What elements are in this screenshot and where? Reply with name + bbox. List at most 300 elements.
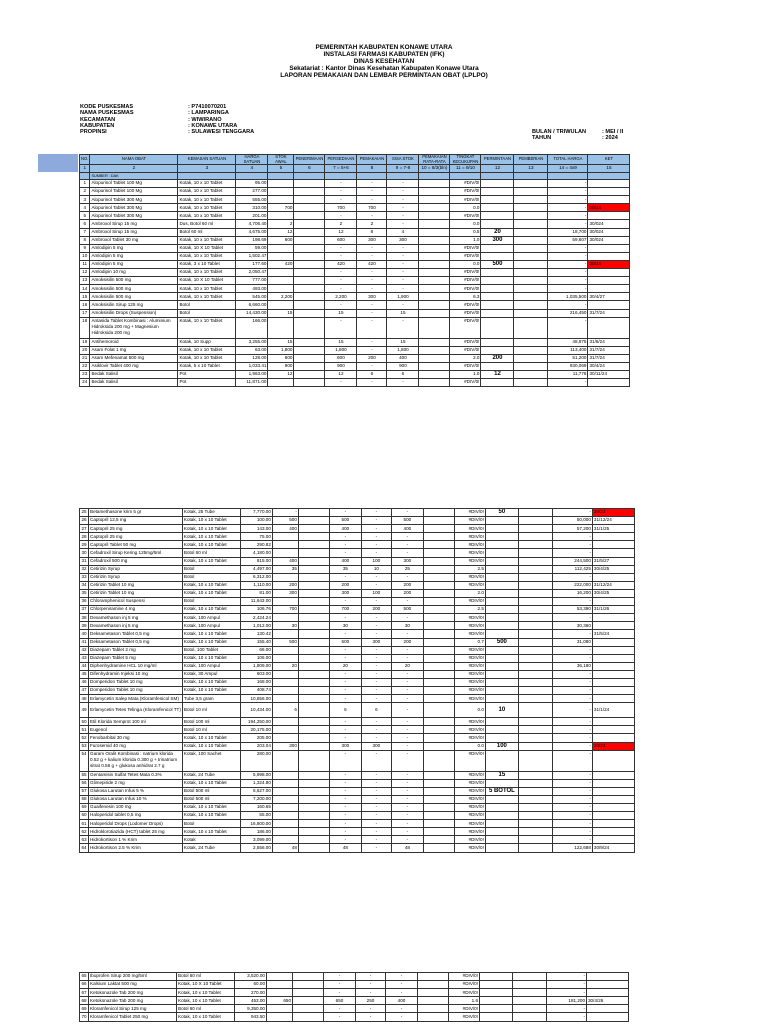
cell-note: 30/24 (588, 260, 630, 268)
cell-total-price: - (548, 301, 588, 309)
section-cell (419, 172, 450, 179)
table-row (80, 646, 635, 654)
cell-received (298, 795, 329, 803)
col-header: PENERIMAAN (294, 155, 325, 165)
cell-supply: - (329, 654, 361, 662)
cell-given (518, 517, 552, 525)
cell-received (298, 614, 329, 622)
cell-sufficiency: 0.0 (450, 220, 481, 228)
cell-request (485, 646, 518, 654)
cell-total-price: - (548, 212, 588, 220)
cell-remaining-stock: - (387, 269, 419, 277)
cell-drug-name: Amoksisilin Drops (Suspension) (90, 309, 178, 317)
cell-drug-name: Amlodipin 5 mg (90, 252, 178, 260)
cell-sufficiency: #DIV/0! (454, 517, 485, 525)
cell-total-price: - (552, 687, 592, 695)
cell-given (518, 718, 552, 726)
cell-supply: - (329, 670, 361, 678)
cell-given (514, 346, 548, 354)
cell-avg-usage (419, 346, 450, 354)
cell-note: 30/4/26 (587, 997, 629, 1005)
report-header (0, 44, 768, 79)
cell-request (485, 573, 518, 581)
cell-unit-price: 7,770.00 (240, 509, 272, 517)
cell-initial-stock: 200 (272, 581, 298, 589)
cell-avg-usage (423, 557, 454, 565)
table-row (80, 687, 635, 695)
cell-supply: 700 (329, 606, 361, 614)
meta-value: : LAMPARINGA (188, 110, 229, 117)
cell-request: 5 BOTOL (485, 787, 518, 795)
cell-given (518, 795, 552, 803)
table-body (80, 973, 629, 1022)
cell-request (485, 557, 518, 565)
cell-no: 44 (80, 662, 89, 670)
cell-usage: - (361, 779, 391, 787)
cell-total-price: - (552, 836, 592, 844)
cell-received (294, 317, 325, 338)
cell-package: Kotak, 10 x 10 Tablet (182, 812, 240, 820)
cell-remaining-stock: 200 (391, 589, 423, 597)
cell-initial-stock (272, 820, 298, 828)
cell-received (293, 997, 324, 1005)
cell-remaining-stock: - (387, 277, 419, 285)
cell-received (298, 670, 329, 678)
cell-supply: - (329, 812, 361, 820)
table-row (80, 379, 630, 387)
cell-supply: 2 (325, 220, 357, 228)
cell-usage: 700 (357, 204, 387, 212)
cell-initial-stock (272, 654, 298, 662)
cell-supply: - (329, 509, 361, 517)
section-cell (481, 172, 514, 179)
col-number: 14 = 4x9 (548, 165, 588, 172)
cell-request (485, 718, 518, 726)
cell-package: Kotak, 10 x 10 Tablet (182, 779, 240, 787)
cell-request (481, 317, 514, 338)
cell-total-price: - (552, 812, 592, 820)
cell-unit-price: 4,675.00 (236, 228, 268, 236)
cell-note (587, 989, 629, 997)
cell-remaining-stock: - (391, 533, 423, 541)
cell-sufficiency: #DIV/0! (454, 795, 485, 803)
cell-initial-stock (272, 750, 298, 771)
cell-package: Pot (178, 370, 236, 378)
cell-request: 12 (481, 370, 514, 378)
cell-usage: 300 (357, 236, 387, 244)
table-row (80, 228, 630, 236)
cell-note: 30/4/25 (592, 589, 634, 597)
table-body (80, 750, 635, 771)
cell-usage: - (357, 338, 387, 346)
cell-remaining-stock: - (391, 573, 423, 581)
cell-package: Kotak, 10 x 10 Tablet (182, 557, 240, 565)
cell-unit-price: 128.00 (236, 354, 268, 362)
cell-package: Botol 100 ml (182, 718, 240, 726)
cell-no: 65 (80, 973, 89, 981)
cell-request: 10 (485, 703, 518, 718)
cell-package: Kotak, 10 x 10 Tablet (177, 989, 235, 997)
cell-initial-stock: 30 (272, 622, 298, 630)
cell-unit-price: 201.00 (236, 212, 268, 220)
cell-given (518, 734, 552, 742)
cell-drug-name: Cetirizin Tablet 10 mg (89, 589, 183, 597)
cell-note: 31/8/24 (588, 338, 630, 346)
cell-request (485, 670, 518, 678)
cell-drug-name: Erlamycetin Tetes Telinga (Kloramfenicol TT) (89, 703, 183, 718)
cell-note: 31/12/24 (592, 581, 634, 589)
cell-drug-name: Amoksisilin 500 mg (90, 285, 178, 293)
cell-given (518, 541, 552, 549)
cell-usage: - (357, 252, 387, 260)
cell-unit-price: 186.00 (240, 828, 272, 836)
cell-supply: - (329, 750, 361, 771)
cell-initial-stock (272, 812, 298, 820)
cell-remaining-stock: 300 (387, 236, 419, 244)
cell-package: Kotak, 10 x 10 Tablet (178, 252, 236, 260)
table-row (80, 742, 635, 750)
cell-remaining-stock: - (391, 734, 423, 742)
cell-usage: - (361, 622, 391, 630)
cell-supply: 300 (329, 742, 361, 750)
cell-usage: 100 (361, 557, 391, 565)
cell-remaining-stock: - (387, 212, 419, 220)
cell-initial-stock: 6 (272, 703, 298, 718)
cell-sufficiency: 0.5 (450, 228, 481, 236)
cell-package: Kotak, 10 x 10 Tablet (178, 346, 236, 354)
cell-drug-name: Difenhydramin Injeksi 10 mg (89, 670, 183, 678)
cell-package: Kotak, 10 x 10 Tablet (182, 517, 240, 525)
cell-drug-name: Amlodipin 10 mg (90, 269, 178, 277)
cell-unit-price: 66.00 (240, 646, 272, 654)
cell-sufficiency: #DIV/0! (454, 750, 485, 771)
cell-supply: - (329, 779, 361, 787)
cell-sufficiency: 6.3 (450, 293, 481, 301)
cell-unit-price: 205.00 (240, 734, 272, 742)
cell-initial-stock (272, 678, 298, 686)
cell-received (298, 836, 329, 844)
cell-drug-name: Garam Oralit Kombinasi : natrium klorida 0.52 g + kalium klorida 0.300 g + trinatrium sitrat 0.58 g + glukosa anhidrat 2.7 g (89, 750, 183, 771)
cell-note (587, 1013, 629, 1021)
cell-request (485, 525, 518, 533)
cell-total-price: - (552, 541, 592, 549)
meta-key: KABUPATEN (80, 122, 115, 129)
cell-total-price: - (547, 973, 587, 981)
cell-unit-price: 270.00 (235, 989, 267, 997)
cell-avg-usage (423, 695, 454, 703)
cell-sufficiency: #DIV/0! (450, 346, 481, 354)
cell-given (518, 638, 552, 646)
table-row (80, 989, 629, 997)
cell-initial-stock: 500 (272, 517, 298, 525)
cell-drug-name: Asiklovir Tablet 400 mg (90, 362, 178, 370)
table-row (80, 828, 635, 836)
cell-unit-price: 545.00 (236, 293, 268, 301)
cell-no: 48 (80, 695, 89, 703)
cell-request (485, 844, 518, 852)
cell-supply: - (329, 820, 361, 828)
cell-received (298, 812, 329, 820)
cell-received (298, 630, 329, 638)
table-body (80, 771, 635, 852)
cell-received (298, 828, 329, 836)
cell-remaining-stock: - (386, 989, 418, 997)
cell-supply: 2,200 (325, 293, 357, 301)
cell-drug-name: Antasida Tablet Kombinasi : Aluminium Hidroksida 200 mg + Magnesium Hidroksida 200 mg (90, 317, 178, 338)
cell-remaining-stock: 200 (391, 638, 423, 646)
cell-no: 1 (80, 180, 90, 188)
cell-no: 25 (80, 509, 89, 517)
cell-received (298, 525, 329, 533)
cell-usage: 200 (361, 606, 391, 614)
cell-avg-usage (423, 581, 454, 589)
cell-received (298, 565, 329, 573)
cell-usage: - (361, 828, 391, 836)
table-row (80, 277, 630, 285)
cell-usage: - (361, 795, 391, 803)
cell-unit-price: 2,424.24 (240, 614, 272, 622)
cell-given (513, 981, 547, 989)
cell-package: Kotak, 10 x 10 Tablet (178, 236, 236, 244)
cell-drug-name: Cetirizin Tablet 10 mg (89, 581, 183, 589)
cell-no: 34 (80, 581, 89, 589)
cell-avg-usage (423, 804, 454, 812)
cell-received (294, 362, 325, 370)
meta-key: NAMA PUSKESMAS (80, 110, 134, 117)
cell-supply: 48 (329, 844, 361, 852)
cell-received (294, 309, 325, 317)
cell-given (518, 533, 552, 541)
cell-note (592, 622, 634, 630)
cell-unit-price: 1,110.00 (240, 581, 272, 589)
cell-received (298, 804, 329, 812)
cell-drug-name: Dexamethason inj 5 mg (89, 622, 183, 630)
cell-received (294, 379, 325, 387)
cell-unit-price: 194,250.00 (240, 718, 272, 726)
cell-usage: - (361, 662, 391, 670)
table-row (80, 541, 635, 549)
cell-remaining-stock: 200 (391, 581, 423, 589)
cell-unit-price: 155.40 (240, 638, 272, 646)
cell-usage: - (361, 630, 391, 638)
cell-supply: - (325, 180, 357, 188)
col-header: PEMAKAIAN (357, 155, 387, 165)
cell-avg-usage (419, 285, 450, 293)
cell-initial-stock (267, 981, 293, 989)
row-header-marker (38, 154, 78, 172)
cell-no: 70 (80, 1013, 89, 1021)
cell-unit-price: 6,312.00 (240, 573, 272, 581)
cell-request: 100 (485, 742, 518, 750)
cell-supply: 300 (329, 589, 361, 597)
cell-received (298, 844, 329, 852)
cell-usage: - (361, 695, 391, 703)
cell-remaining-stock: - (387, 244, 419, 252)
cell-note: 31/1/25 (592, 525, 634, 533)
cell-no: 30 (80, 549, 89, 557)
cell-initial-stock (268, 379, 294, 387)
cell-received (298, 622, 329, 630)
cell-sufficiency: 2.5 (454, 606, 485, 614)
cell-given (518, 771, 552, 779)
cell-remaining-stock: 30 (391, 622, 423, 630)
cell-usage: - (361, 525, 391, 533)
cell-supply: 12 (325, 370, 357, 378)
cell-request (485, 614, 518, 622)
cell-remaining-stock: - (391, 787, 423, 795)
cell-total-price: - (547, 1005, 587, 1013)
table-row (80, 973, 629, 981)
cell-no: 36 (80, 598, 89, 606)
cell-sufficiency: 0.0 (454, 703, 485, 718)
header-line-2: INSTALASI FARMASI KABUPATEN (IFK) (323, 51, 445, 58)
cell-unit-price: 4,706.40 (236, 220, 268, 228)
cell-sufficiency: 1.6 (449, 997, 480, 1005)
cell-package: Botol 10 ml (182, 726, 240, 734)
cell-given (518, 622, 552, 630)
cell-drug-name: Asam Folat 1 mg (90, 346, 178, 354)
cell-no: 35 (80, 589, 89, 597)
cell-supply: - (324, 1005, 356, 1013)
cell-usage: 6 (361, 703, 391, 718)
cell-unit-price: 493.00 (236, 285, 268, 293)
cell-request (481, 362, 514, 370)
cell-remaining-stock: - (391, 795, 423, 803)
col-number: 6 (294, 165, 325, 172)
cell-initial-stock (268, 301, 294, 309)
table-row (80, 188, 630, 196)
cell-total-price: - (547, 981, 587, 989)
cell-remaining-stock: - (391, 654, 423, 662)
cell-package: Kotak, 25 Tube (182, 509, 240, 517)
cell-received (298, 638, 329, 646)
table-row (80, 718, 635, 726)
table-row (80, 573, 635, 581)
cell-total-price: - (548, 252, 588, 260)
table-row (80, 557, 635, 565)
cell-request (481, 309, 514, 317)
cell-drug-name: Hidrokortison 1 % Krim (89, 836, 183, 844)
cell-note (588, 244, 630, 252)
cell-initial-stock (268, 317, 294, 338)
cell-no: 68 (80, 997, 89, 1005)
cell-request (481, 252, 514, 260)
cell-received (298, 750, 329, 771)
cell-drug-name: Cefadroxil Sirup Kering 125mg/5ml (89, 549, 183, 557)
cell-sufficiency: #DIV/0! (450, 317, 481, 338)
cell-note (592, 533, 634, 541)
cell-total-price: 181,200 (547, 997, 587, 1005)
table-row (80, 654, 635, 662)
cell-drug-name: Bedak Salisil (90, 370, 178, 378)
cell-request (485, 820, 518, 828)
cell-supply: 420 (325, 260, 357, 268)
cell-remaining-stock: - (387, 196, 419, 204)
cell-sufficiency: 2.0 (450, 354, 481, 362)
cell-avg-usage (423, 734, 454, 742)
cell-received (294, 293, 325, 301)
cell-given (518, 654, 552, 662)
cell-initial-stock (272, 779, 298, 787)
cell-received (298, 557, 329, 565)
cell-request (481, 196, 514, 204)
col-number: 12 (481, 165, 514, 172)
cell-package: Kotak, 10 x 10 Tablet (177, 997, 235, 1005)
cell-avg-usage (419, 196, 450, 204)
cell-no: 50 (80, 718, 89, 726)
cell-initial-stock: 400 (272, 525, 298, 533)
cell-note: 31/1/26 (592, 606, 634, 614)
cell-request (485, 678, 518, 686)
cell-received (298, 589, 329, 597)
cell-no: 12 (80, 269, 90, 277)
cell-usage: - (361, 836, 391, 844)
cell-request (485, 828, 518, 836)
cell-avg-usage (423, 844, 454, 852)
cell-note (592, 598, 634, 606)
cell-received (294, 196, 325, 204)
cell-no: 23 (80, 370, 90, 378)
cell-note (592, 646, 634, 654)
cell-remaining-stock: - (391, 820, 423, 828)
cell-avg-usage (423, 742, 454, 750)
cell-given (518, 606, 552, 614)
cell-usage: - (361, 549, 391, 557)
cell-initial-stock: 12 (268, 228, 294, 236)
cell-no: 33 (80, 573, 89, 581)
table-row (80, 812, 635, 820)
section-cell (178, 172, 236, 179)
meta-value: : MEI / II (602, 129, 624, 135)
cell-sufficiency: #DIV/0! (454, 718, 485, 726)
cell-remaining-stock: 400 (391, 525, 423, 533)
cell-given (514, 309, 548, 317)
cell-supply: - (324, 989, 356, 997)
cell-usage: - (361, 726, 391, 734)
cell-package: Kotak, 10 x 10 Tablet (178, 212, 236, 220)
cell-supply: - (329, 630, 361, 638)
cell-no: 52 (80, 734, 89, 742)
cell-note (588, 180, 630, 188)
cell-received (298, 695, 329, 703)
table-row (80, 581, 635, 589)
cell-initial-stock: 400 (272, 557, 298, 565)
cell-usage: - (357, 180, 387, 188)
cell-sufficiency: #DIV/0! (454, 630, 485, 638)
cell-received (298, 606, 329, 614)
cell-request (480, 981, 513, 989)
table-row (80, 779, 635, 787)
cell-package: Kotak, 10 x 10 Tablet (178, 317, 236, 338)
cell-supply: 1,800 (325, 346, 357, 354)
cell-total-price: 30,360 (552, 622, 592, 630)
cell-package: Kotak, 30 Ampul (182, 670, 240, 678)
cell-package: Botol 60 ml (178, 228, 236, 236)
cell-sufficiency: #DIV/0! (450, 285, 481, 293)
cell-given (513, 989, 547, 997)
cell-request: 500 (481, 260, 514, 268)
cell-avg-usage (423, 654, 454, 662)
cell-drug-name: Haloperidol Drops (Lodomer Drops) (89, 820, 183, 828)
cell-usage: - (361, 718, 391, 726)
cell-unit-price: 20,175.00 (240, 726, 272, 734)
cell-note (592, 795, 634, 803)
table-row (80, 1013, 629, 1021)
meta-value: : 2024 (602, 135, 618, 142)
table-row (80, 630, 635, 638)
cell-usage: - (361, 734, 391, 742)
cell-unit-price: 3,099.00 (240, 836, 272, 844)
